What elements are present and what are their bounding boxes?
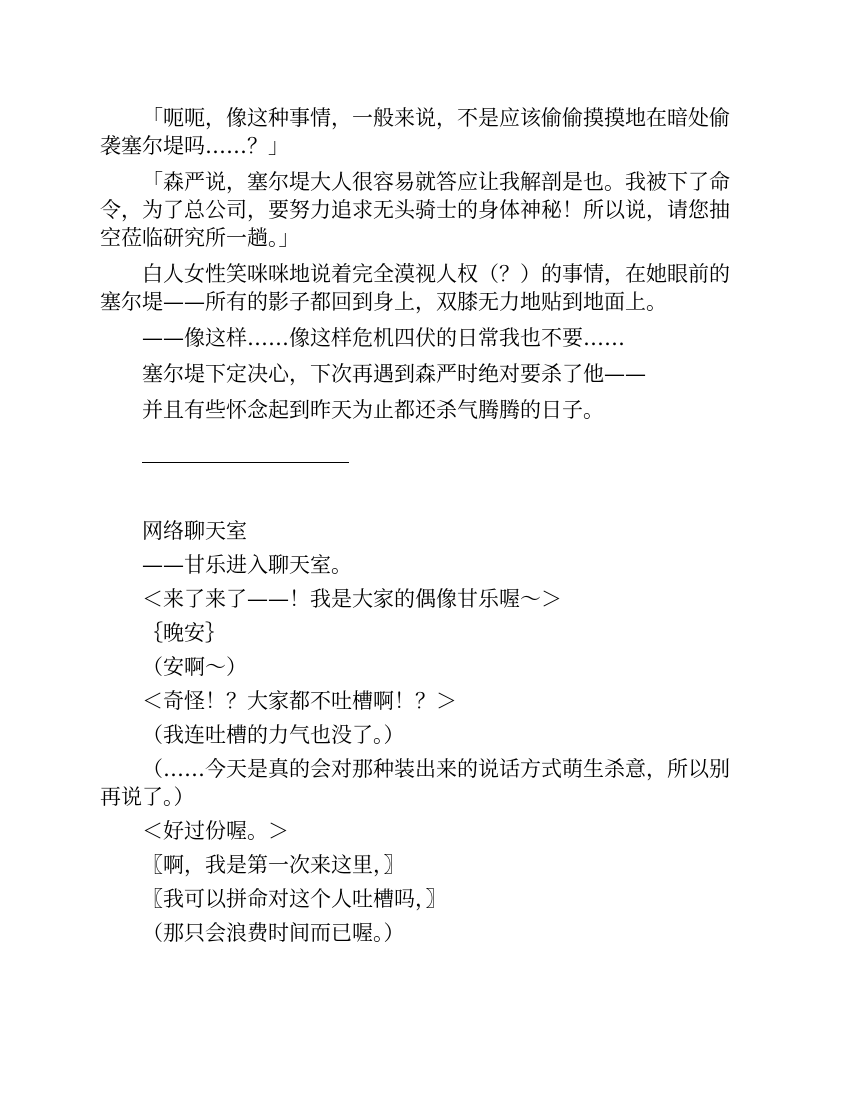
chat-line: ＜来了来了——！我是大家的偶像甘乐喔～＞ [142, 587, 562, 611]
chat-line: （我连吐槽的力气也没了。） [142, 723, 405, 747]
paragraph: 塞尔堤下定决心，下次再遇到森严时绝对要杀了他—— [142, 362, 646, 386]
section-divider [142, 462, 349, 463]
paragraph: 白人女性笑咪咪地说着完全漠视人权（？）的事情，在她眼前的塞尔堤——所有的影子都回到身上，双膝无力地贴到地面上。 [100, 262, 730, 314]
chat-line: （安啊～） [142, 655, 247, 679]
chat-line: ＜好过份喔。＞ [142, 819, 289, 843]
chat-line: 〖我可以拼命对这个人吐槽吗，〗 [142, 887, 447, 911]
chat-log-section [100, 517, 750, 947]
chat-line: （……今天是真的会对那种装出来的说话方式萌生杀意，所以别再说了。） [100, 757, 730, 809]
chat-line: （那只会浪费时间而已喔。） [142, 921, 405, 945]
chat-section-heading: 网络聊天室 [142, 519, 247, 543]
paragraph: 并且有些怀念起到昨天为止都还杀气腾腾的日子。 [142, 398, 604, 422]
chat-line: ｛晚安｝ [142, 621, 226, 645]
paragraph: ——像这样……像这样危机四伏的日常我也不要…… [142, 326, 625, 350]
paragraph: 「森严说，塞尔堤大人很容易就答应让我解剖是也。我被下了命令，为了总公司，要努力追求无头骑士的身体神秘！所以说，请您抽空莅临研究所一趟。」 [100, 170, 730, 250]
chat-line: ＜奇怪！？大家都不吐槽啊！？＞ [142, 689, 457, 713]
chat-line: 〖啊，我是第一次来这里，〗 [142, 853, 405, 877]
paragraph: 「呃呃，像这种事情，一般来说，不是应该偷偷摸摸地在暗处偷袭塞尔堤吗……？」 [100, 106, 730, 158]
chat-line: ——甘乐进入聊天室。 [142, 553, 352, 577]
story-section [100, 104, 750, 424]
